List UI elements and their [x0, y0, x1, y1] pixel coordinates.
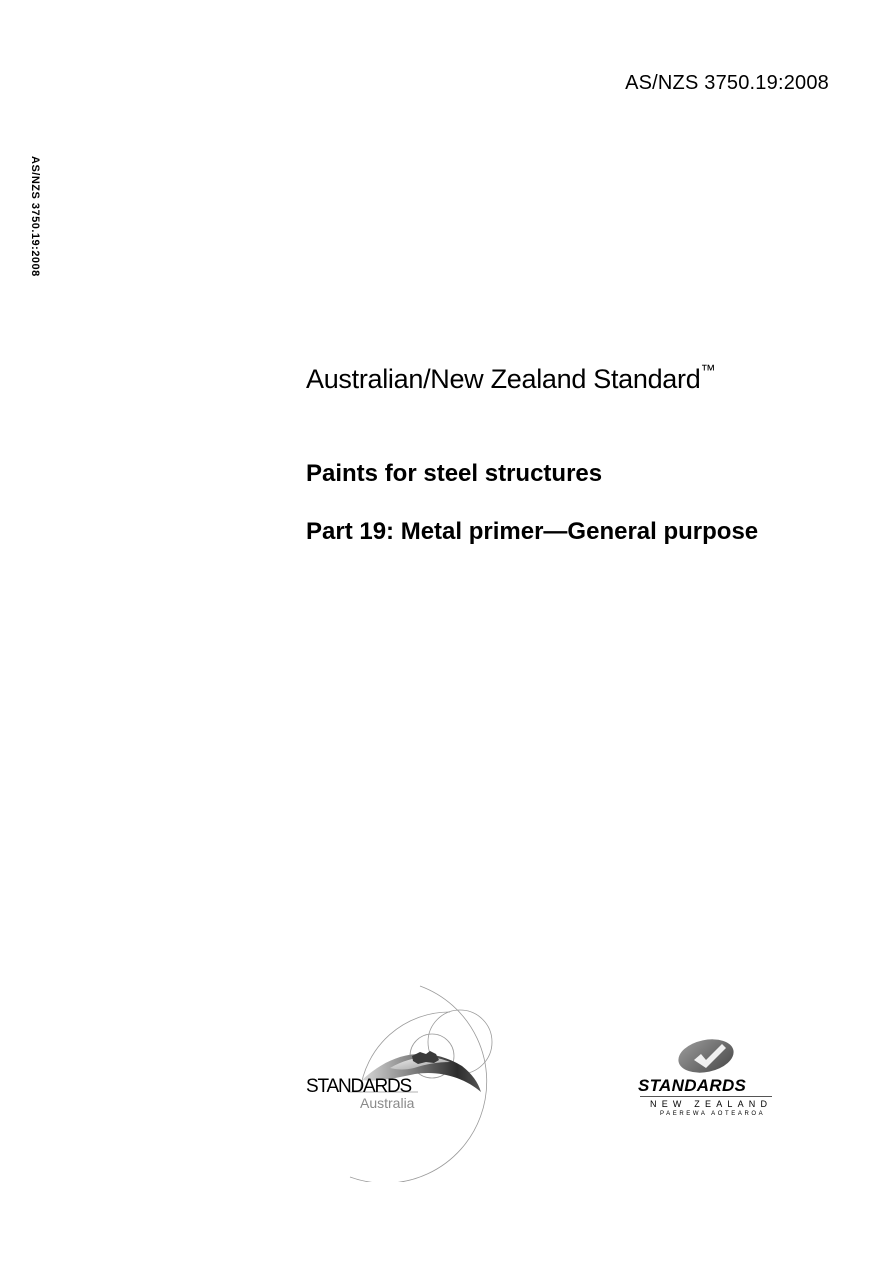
document-title: Paints for steel structures [306, 460, 603, 487]
trademark-symbol: ™ [700, 362, 716, 379]
australia-map-icon [412, 1051, 439, 1064]
document-subtitle: Part 19: Metal primer—General purpose [306, 518, 759, 545]
standard-type [306, 364, 715, 395]
standards-new-zealand-country: NEW ZEALAND [650, 1099, 773, 1109]
standard-type-text: Australian/New Zealand Standard [306, 364, 701, 394]
standards-new-zealand-divider [640, 1096, 772, 1097]
document-number: AS/NZS 3750.19:2008 [625, 72, 829, 94]
nz-disc-icon [675, 1038, 736, 1077]
spine-label-text: AS/NZS 3750.19:2008 [29, 156, 41, 277]
standards-australia-subtitle: Australia [360, 1095, 415, 1111]
standards-new-zealand-wordmark: STANDARDS [638, 1076, 747, 1095]
standards-australia-wordmark: STANDARDS [306, 1076, 411, 1097]
standards-new-zealand-maori: PAEREWA AOTEAROA [660, 1111, 766, 1117]
spine-label [20, 156, 50, 306]
